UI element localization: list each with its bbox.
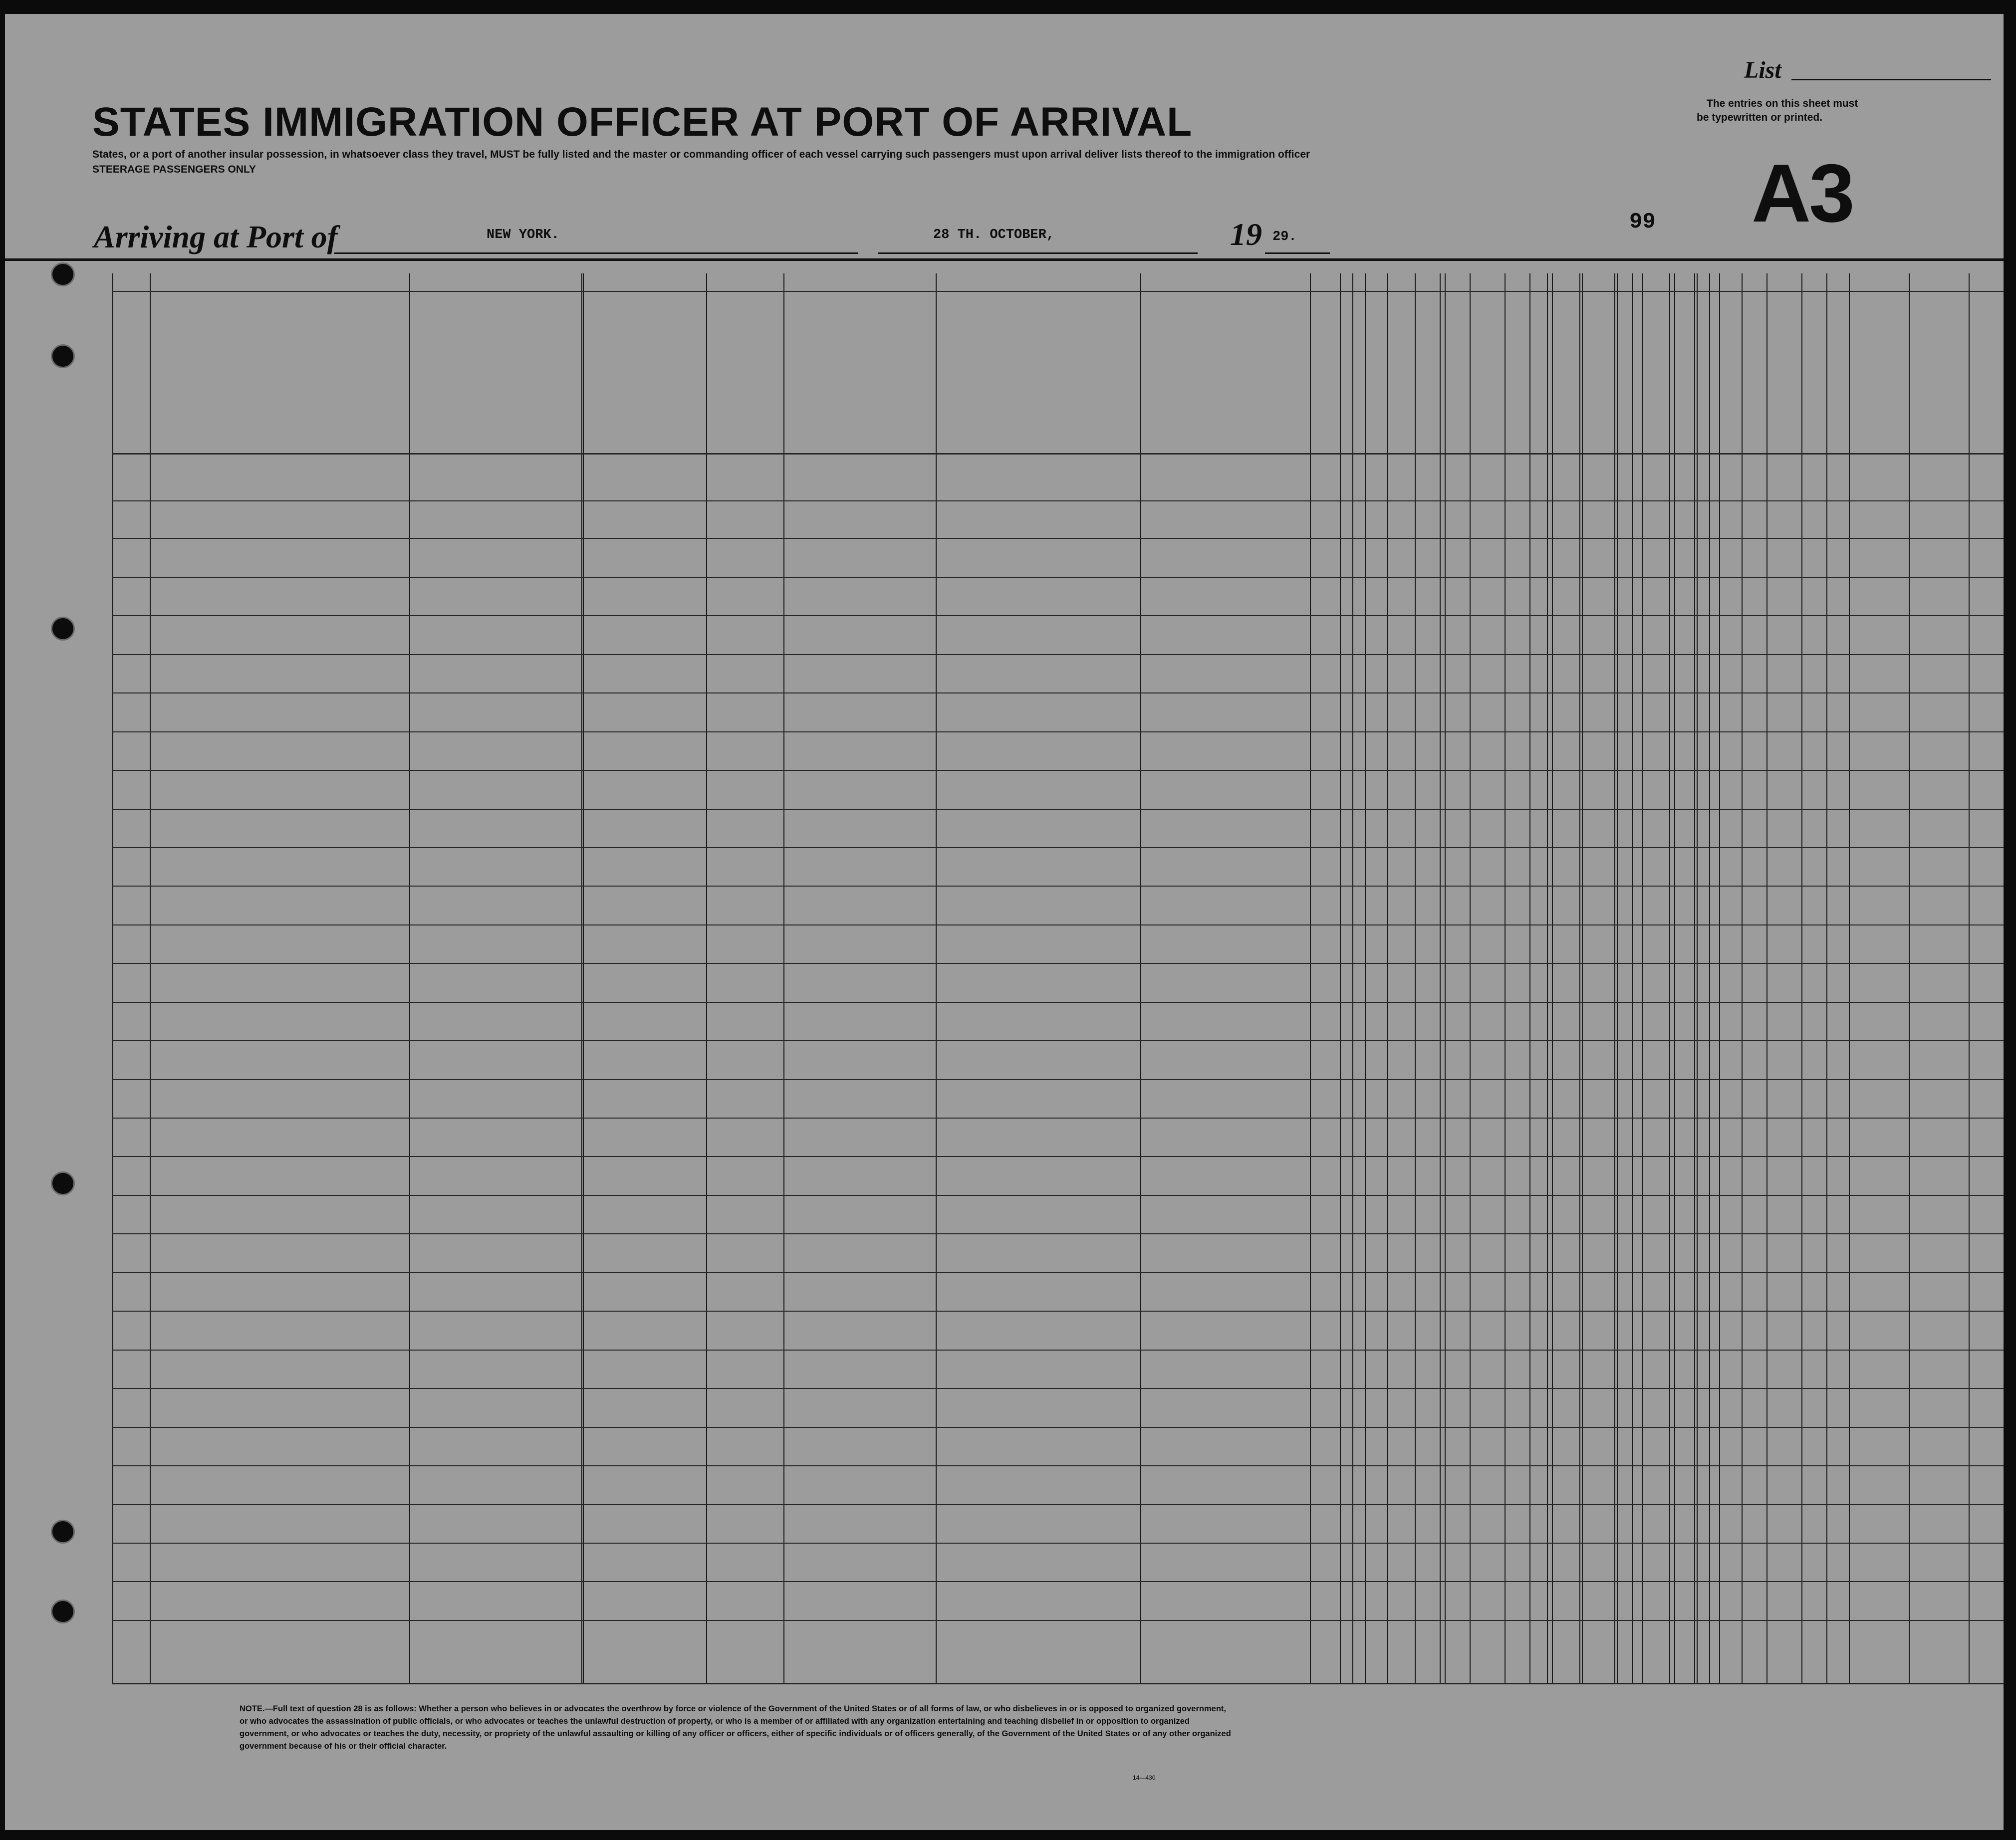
column-rule (936, 273, 937, 1683)
column-rule (1801, 273, 1802, 1683)
row-rule (112, 886, 2004, 887)
column-rule (1415, 273, 1416, 1683)
column-rule (150, 273, 151, 1683)
list-label: List (1744, 57, 1781, 83)
row-rule (112, 731, 2004, 732)
column-rule (1310, 273, 1311, 1683)
row-rule (112, 500, 2004, 501)
column-rule (1694, 273, 1695, 1683)
header-bottom-rule (112, 453, 2004, 455)
row-rule (112, 1427, 2004, 1428)
row-rule (112, 847, 2004, 848)
row-rule (112, 538, 2004, 539)
column-rule (1547, 273, 1548, 1683)
column-rule (783, 273, 784, 1683)
row-rule (112, 1156, 2004, 1157)
column-rule (581, 273, 582, 1683)
row-rule (112, 1581, 2004, 1582)
row-rule (112, 1350, 2004, 1351)
column-rule (1709, 273, 1710, 1683)
manifest-page (5, 14, 2004, 1830)
column-rule (1365, 273, 1366, 1683)
row-rule (112, 1002, 2004, 1003)
column-rule (1579, 273, 1580, 1683)
column-rule (1849, 273, 1850, 1683)
column-rule (1909, 273, 1910, 1683)
typewritten-note-2: be typewritten or printed. (1697, 112, 1823, 123)
row-rule (112, 1233, 2004, 1234)
column-rule (1614, 273, 1615, 1683)
row-rule (112, 615, 2004, 616)
column-rule (1742, 273, 1743, 1683)
typewritten-note-1: The entries on this sheet must (1707, 98, 1858, 109)
row-rule (112, 1118, 2004, 1119)
row-rule (112, 1465, 2004, 1466)
row-rule (112, 1040, 2004, 1041)
list-code: A3 (1752, 147, 1853, 239)
column-rule (706, 273, 707, 1683)
row-rule (112, 1620, 2004, 1621)
column-rule (112, 273, 113, 1683)
arrival-date: 28 TH. OCTOBER, (933, 228, 1055, 242)
row-rule (112, 654, 2004, 655)
table-bottom-rule (112, 1683, 2004, 1684)
column-rule (1445, 273, 1446, 1683)
row-rule (112, 809, 2004, 810)
arrival-year-prefix: 19 (1230, 217, 1262, 252)
form-number: 14—430 (1133, 1774, 1156, 1781)
arriving-label: Arriving at Port of (94, 219, 338, 254)
column-rule (1826, 273, 1827, 1683)
header-note: States, or a port of another insular possession, in whatsoever class they travel, MUST be fully listed and the master or commanding officer of each vessel carrying such passengers must upon arrival deliver lists thereof to the immigration officer (92, 149, 1310, 160)
row-rule (112, 1079, 2004, 1080)
column-rule (1632, 273, 1633, 1683)
column-rule (1697, 273, 1698, 1683)
row-rule (112, 1195, 2004, 1196)
row-rule (112, 770, 2004, 771)
footer-note: NOTE.—Full text of question 28 is as follows: Whether a person who believes in or advocates the overthrow by force or violence of the Government of the United States or of all forms of law, or who disbelieves in or is opposed to organized government, or who advocates the assassination of public officials, or who advocates or teaches the unlawful destruction of property, or who is a member of or affiliated with any organization entertaining and teaching disbelief in or opposition to organized government, or who advocates or teaches the duty, necessity, or propriety of the unlawful assaulting or killing of any officer or officers, either of specific individuals or of officers generally, of the Government of the United States or of any other organized government because of his or their official character. (240, 1704, 1231, 1751)
column-rule (1669, 273, 1670, 1683)
row-rule (112, 1543, 2004, 1544)
column-rule (1387, 273, 1388, 1683)
column-rule (1440, 273, 1441, 1683)
row-rule (112, 1504, 2004, 1505)
arrival-year-suffix: 29. (1272, 230, 1297, 244)
column-rule (1674, 273, 1675, 1683)
page-title: STATES IMMIGRATION OFFICER AT PORT OF ARRIVAL (92, 99, 1193, 145)
column-rule (1552, 273, 1553, 1683)
column-rule (1766, 273, 1767, 1683)
column-rule (1719, 273, 1720, 1683)
column-rule (1340, 273, 1341, 1683)
column-rule (1352, 273, 1353, 1683)
column-rule (1617, 273, 1618, 1683)
manifest-table (5, 14, 2004, 1830)
column-rule (1582, 273, 1583, 1683)
column-rule (1470, 273, 1471, 1683)
row-rule (112, 1388, 2004, 1389)
column-rule (1140, 273, 1141, 1683)
row-rule (112, 692, 2004, 693)
steerage-note: STEERAGE PASSENGERS ONLY (92, 164, 256, 175)
column-rule (1505, 273, 1506, 1683)
row-rule (112, 1272, 2004, 1273)
row-rule (112, 577, 2004, 578)
row-rule (112, 963, 2004, 964)
row-rule (112, 1311, 2004, 1312)
column-rule (1529, 273, 1530, 1683)
table-top-rule (112, 291, 2004, 292)
sheet-number: 99 (1629, 210, 1656, 234)
column-rule (409, 273, 410, 1683)
row-rule (112, 924, 2004, 925)
column-rule (1642, 273, 1643, 1683)
column-rule (1969, 273, 1970, 1683)
column-rule (583, 273, 584, 1683)
arrival-port: NEW YORK. (487, 228, 559, 242)
